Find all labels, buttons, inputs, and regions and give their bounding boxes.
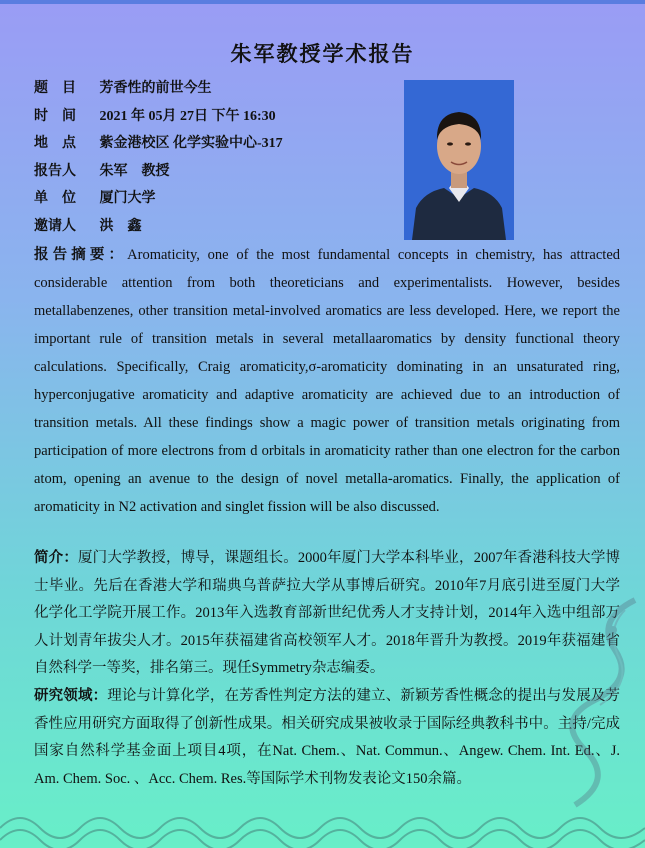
info-row-time <box>34 108 283 136</box>
info-value: 厦门大学 <box>99 191 156 206</box>
dragon-decoration-icon <box>525 590 645 810</box>
info-label: 单 位 <box>34 191 76 206</box>
info-row-speaker <box>34 163 283 191</box>
speaker-photo <box>404 80 514 240</box>
top-border <box>0 0 645 4</box>
research-text: 理论与计算化学，在芳香性判定方法的建立、新颖芳香性概念的提出与发展及芳香性应用研究方面取得了创新性成果。相关研究成果被收录于国际经典教科书中。主持/完成国家自然科学基金面上项目4项，在Nat. Chem.、Nat. Commun.、Angew. Chem. Int. Ed.、J. Am. Chem. Soc. 、Acc. Chem. Res.等国际学术刊物发表论文150余篇。 <box>34 687 621 787</box>
info-block <box>34 80 283 245</box>
abstract-label: 报告摘要： <box>34 247 128 263</box>
abstract-paragraph <box>34 241 620 521</box>
info-value: 2021 年 05月 27日 下午 16:30 <box>99 108 276 124</box>
bio-text: 厦门大学教授，博导，课题组长。2000年厦门大学本科毕业，2007年香港科技大学博士毕业。先后在香港大学和瑞典乌普萨拉大学从事博后研究。2010年7月底引进至厦门大学化学化工学院开展工作。2013年入选教育部新世纪优秀人才支持计划，2014年入选中组部万人计划青年拔尖人才。2015年获福建省高校领军人才。2018年晋升为教授。2019年获福建省自然科学一等奖，排名第三。现任Symmetry杂志编委。 <box>34 550 621 677</box>
info-value: 紫金港校区 化学实验中心-317 <box>99 136 283 151</box>
abstract-text: Aromaticity, one of the most fundamental concepts in chemistry, has attracted considerable attention from both theoreticians and experimentalists. However, besides metallabenzenes, other transition metal-involved aromatics are less developed. Here, we report the important rule of transition metals in several metallaaromatics by density functional theory calculations. Specifically, Craig aromaticity,σ-aromaticity dominating in an unsaturated ring, hyperconjugative aromaticity and adaptive aromaticity are achieved due to an introduction of transition metals. All these findings show a magic power of transition metals originating from participation of more electrons from d orbitals in aromaticity rather than one electron for the carbon atom, opening an avenue to the design of novel metalla-aromatics. Finally, the application of aromaticity in N2 activation and singlet fission will be also discussed. <box>34 247 620 515</box>
info-row-affiliation <box>34 190 283 218</box>
info-label: 报告人 <box>34 163 76 179</box>
info-label: 时 间 <box>34 108 76 124</box>
info-value: 朱军 教授 <box>99 163 170 179</box>
info-row-location <box>34 135 283 163</box>
info-label: 地 点 <box>34 136 76 151</box>
info-label: 邀请人 <box>34 218 76 234</box>
bio-label: 简介： <box>34 550 78 566</box>
info-row-topic <box>34 80 283 108</box>
info-value: 芳香性的前世今生 <box>99 81 212 96</box>
wave-pattern-icon <box>0 788 645 848</box>
page-title: 朱军教授学术报告 <box>230 42 415 66</box>
info-value: 洪 鑫 <box>99 218 142 234</box>
research-label: 研究领域： <box>34 687 108 704</box>
info-label: 题 目 <box>34 81 76 96</box>
